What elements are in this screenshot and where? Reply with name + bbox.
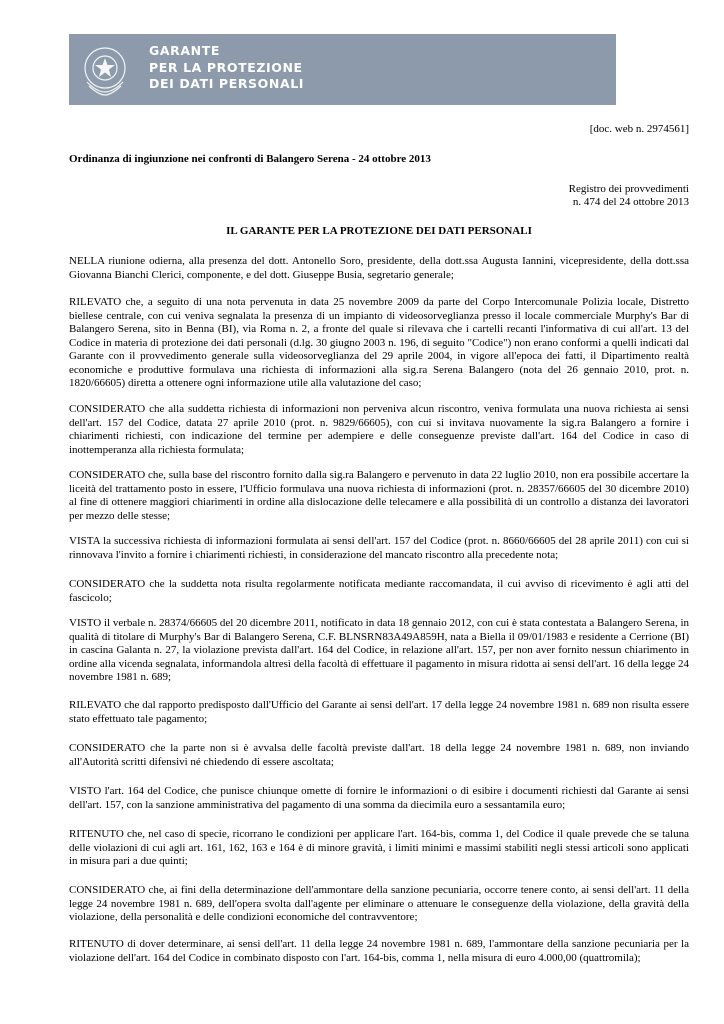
paragraph-considerato: CONSIDERATO che alla suddetta richiesta di informazioni non perveniva alcun riscontro, veniva formulata una nuova richiesta ai sensi dell'art. 157 del Codice, datata 27 aprile 2010 (prot. n. 9829/66605), con cui si invitava nuovamente la sig.ra Balangero a fornire i chiarimenti richiesti, con indicazione del termine per adempiere e delle conseguenze previste dall'art. 164 del Codice in caso di inottemperanza alla richiesta formulata;: [69, 403, 689, 456]
registro-line-2: n. 474 del 24 ottobre 2013: [572, 196, 689, 208]
paragraph-visto: VISTO il verbale n. 28374/66605 del 20 dicembre 2011, notificato in data 18 gennaio 2012, con cui è stata contestata a Balangero Serena, in qualità di titolare di Murphy's Bar di Balangero Serena, C.F. BLNSRN83A49A859H, nata a Biella il 09/01/1983 e residente a Cerrione (BI) in cascina Galanta n. 27, la violazione prevista dall'art. 164 del Codice, in relazione all'art. 157, per non aver fornito nessun chiarimento in ordine alla vicenda segnalata, informandola altresì della facoltà di effettuare il pagamento in misura ridotta ai sensi dell'art. 16 della legge 24 novembre 1981 n. 689;: [69, 617, 689, 683]
paragraph-considerato: CONSIDERATO che, ai fini della determinazione dell'ammontare della sanzione pecuniaria, occorre tenere conto, ai sensi dell'art. 11 della legge 24 novembre 1981 n. 689, dell'opera svolta dall'agente per eliminare o attenuare le conseguenze della violazione, della gravità della violazione, della personalità e delle condizioni economiche del contravventore;: [69, 884, 689, 923]
org-line-2: PER LA PROTEZIONE: [149, 59, 303, 75]
paragraph-rilevato: RILEVATO che dal rapporto predisposto dall'Ufficio del Garante ai sensi dell'art. 17 della legge 24 novembre 1981 n. 689 non risulta essere stato effettuato tale pagamento;: [69, 699, 689, 725]
paragraph-ritenuto: RITENUTO che, nel caso di specie, ricorrano le condizioni per applicare l'art. 164-bis, comma 1, del Codice il quale prevede che se taluna delle violazioni di cui agli art. 161, 162, 163 e 164 è di minore gravità, i limiti minimi e massimi stabiliti negli stessi articoli sono applicati in misura pari a due quinti;: [69, 828, 689, 867]
paragraph-vista: VISTA la successiva richiesta di informazioni formulata ai sensi dell'art. 157 del Codice (prot. n. 8660/66605 del 28 aprile 2011) con cui si rinnovava l'invito a fornire i chiarimenti richiesti, in considerazione del mancato riscontro alla precedente nota;: [69, 535, 689, 561]
section-heading: IL GARANTE PER LA PROTEZIONE DEI DATI PERSONALI: [226, 225, 532, 237]
paragraph-considerato: CONSIDERATO che la parte non si è avvalsa delle facoltà previste dall'art. 18 della legge 24 novembre 1981 n. 689, non inviando all'Autorità scritti difensivi né chiedendo di essere ascoltata;: [69, 742, 689, 768]
paragraph-rilevato: RILEVATO che, a seguito di una nota pervenuta in data 25 novembre 2009 da parte del Corpo Intercomunale Polizia locale, Distretto biellese centrale, con cui veniva segnalata la presenza di un impianto di videosorveglianza presso il locale commerciale Murphy's Bar di Balangero Serena, sito in Benna (BI), via Roma n. 2, a fronte del quale si rilevava che i cartelli recanti l'informativa di cui all'art. 13 del Codice in materia di protezione dei dati personali (d.lg. 30 giugno 2003 n. 196, di seguito "Codice") non erano conformi a quelli indicati dal Garante con il provvedimento generale sulla videosorveglianza del 29 aprile 2004, in vigore all'epoca dei fatti, il Dipartimento realtà economiche e produttive formulava una richiesta di informazioni alla sig.ra Serena Balangero (nota del 26 gennaio 2010, prot. n. 1820/66605) diretta a ottenere ogni informazione utile alla valutazione del caso;: [69, 296, 689, 389]
paragraph-nella: NELLA riunione odierna, alla presenza del dott. Antonello Soro, presidente, della dott.ssa Augusta Iannini, vicepresidente, della dott.ssa Giovanna Bianchi Clerici, componente, e del dott. Giuseppe Busia, segretario generale;: [69, 255, 689, 281]
registro-line-1: Registro dei provvedimenti: [568, 183, 689, 195]
organization-name: [149, 43, 304, 93]
doc-reference: [doc. web n. 2974561]: [589, 123, 689, 135]
paragraph-ritenuto: RITENUTO di dover determinare, ai sensi dell'art. 11 della legge 24 novembre 1981 n. 689, l'ammontare della sanzione pecuniaria per la violazione dell'art. 164 del Codice in combinato disposto con l'art. 164-bis, comma 1, nella misura di euro 4.000,00 (quattromila);: [69, 938, 689, 964]
republic-emblem-icon: [79, 42, 131, 98]
paragraph-visto: VISTO l'art. 164 del Codice, che punisce chiunque omette di fornire le informazioni o di esibire i documenti richiesti dal Garante ai sensi dell'art. 157, con la sanzione amministrativa del pagamento di una somma da diecimila euro a sessantamila euro;: [69, 785, 689, 811]
org-line-1: GARANTE: [149, 43, 220, 58]
paragraph-considerato: CONSIDERATO che, sulla base del riscontro fornito dalla sig.ra Balangero e pervenuto in data 22 luglio 2010, non era possibile accertare la liceità del trattamento posto in essere, l'Ufficio formulava una nuova richiesta di informazioni (prot. n. 28357/66605 del 30 dicembre 2010) al fine di ottenere maggiori chiarimenti in ordine alla dislocazione delle telecamere e alla possibilità di un controllo a distanza dei lavoratori per mezzo delle stesse;: [69, 469, 689, 522]
paragraph-considerato: CONSIDERATO che la suddetta nota risulta regolarmente notificata mediante raccomandata, il cui avviso di ricevimento è agli atti del fascicolo;: [69, 578, 689, 604]
org-line-3: DEI DATI PERSONALI: [149, 76, 305, 91]
header-banner: [69, 34, 616, 105]
document-title: Ordinanza di ingiunzione nei confronti di Balangero Serena - 24 ottobre 2013: [69, 153, 431, 165]
registro-block: [569, 183, 689, 209]
